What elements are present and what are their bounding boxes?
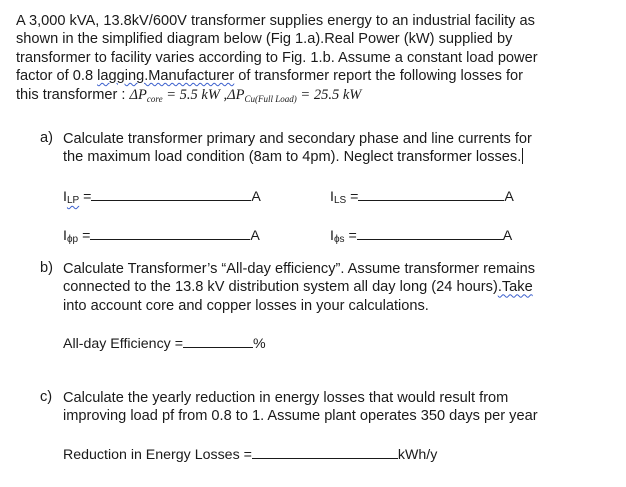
iphip-subscript: ϕp	[66, 234, 79, 245]
intro-line-1: A 3,000 kVA, 13.8kV/600V transformer supplies energy to an industrial facility as	[16, 13, 535, 29]
question-b-label: b)	[40, 260, 53, 276]
all-day-efficiency-label: All-day Efficiency =	[63, 336, 183, 352]
ils-equals: =	[346, 189, 359, 205]
ils-symbol: I	[330, 189, 334, 205]
energy-loss-reduction-field	[63, 444, 437, 463]
all-day-efficiency-unit: %	[253, 336, 266, 352]
question-a-label: a)	[40, 130, 53, 146]
question-a-line-2-text: the maximum load condition (8am to 4pm). Neglect transformer losses.	[63, 149, 522, 166]
phase-current-primary-field	[63, 225, 260, 245]
question-b-line-3: into account core and copper losses in your calculations.	[63, 297, 429, 314]
intro-line-4-pre: factor of 0.8	[16, 68, 98, 85]
all-day-efficiency-blank[interactable]	[183, 333, 253, 348]
iphis-subscript: ϕs	[333, 234, 345, 245]
loss-equation	[130, 87, 362, 103]
iphis-answer-blank[interactable]	[357, 225, 503, 240]
copper-loss-subscript: Cu(Full Load)	[244, 93, 297, 104]
ils-subscript: LS	[333, 195, 347, 206]
question-c-line-2: improving load pf from 0.8 to 1. Assume plant operates 350 days per year	[63, 408, 538, 425]
intro-line-3: transformer to facility varies according to Fig. 1.b. Assume a constant load power	[16, 49, 538, 66]
core-loss-subscript: core	[146, 93, 163, 104]
energy-loss-reduction-label: Reduction in Energy Losses =	[63, 447, 252, 463]
intro-line-4-post: of transformer report the following losses for	[234, 68, 523, 85]
spellcheck-underlined-text: lagging.Manufacturer	[97, 68, 235, 85]
ilp-unit: A	[251, 189, 261, 205]
question-b-line-2-text: connected to the 13.8 kV distribution system all day long (24 hours)	[63, 279, 498, 296]
ilp-equals: =	[79, 189, 92, 205]
iphis-symbol: I	[330, 228, 334, 244]
question-c-label: c)	[40, 389, 53, 405]
phase-current-secondary-field	[330, 225, 512, 245]
ilp-symbol: I	[63, 189, 67, 205]
ils-answer-blank[interactable]	[358, 186, 504, 201]
question-b-line-2	[63, 278, 535, 296]
question-b-line-1: Calculate Transformer’s “All-day efficiency”. Assume transformer remains	[63, 261, 536, 277]
energy-loss-reduction-blank[interactable]	[252, 444, 398, 459]
intro-line-5	[16, 86, 538, 108]
iphip-unit: A	[250, 228, 260, 244]
line-current-secondary-field	[330, 186, 514, 206]
problem-statement	[16, 12, 538, 108]
iphip-answer-blank[interactable]	[90, 225, 250, 240]
intro-line-4	[16, 67, 538, 85]
iphis-unit: A	[502, 228, 513, 244]
iphis-equals: =	[344, 228, 357, 244]
question-a-line-1: Calculate transformer primary and secondary phase and line currents for	[63, 131, 532, 147]
core-loss-value: = 5.5 kW ,ΔP	[162, 86, 245, 103]
spellcheck-underlined-take: .Take	[497, 279, 533, 296]
question-b-text	[63, 260, 535, 315]
question-c-line-1: Calculate the yearly reduction in energy losses that would result from	[63, 390, 509, 406]
text-cursor	[522, 148, 523, 164]
iphip-equals: =	[78, 228, 91, 244]
energy-loss-reduction-unit: kWh/y	[397, 447, 438, 463]
question-a-line-2	[63, 148, 532, 166]
ils-unit: A	[504, 189, 514, 205]
question-a-text	[63, 130, 532, 167]
all-day-efficiency-field	[63, 333, 266, 352]
intro-line-5-text: this transformer :	[16, 86, 130, 103]
question-c-text	[63, 389, 538, 426]
line-current-primary-field	[63, 186, 261, 206]
intro-line-2: shown in the simplified diagram below (Fig 1.a).Real Power (kW) supplied by	[16, 31, 513, 48]
ilp-subscript: LP	[66, 195, 80, 206]
core-loss-symbol: ΔP	[129, 86, 147, 103]
iphip-symbol: I	[63, 228, 67, 244]
copper-loss-value: = 25.5 kW	[296, 86, 362, 103]
ilp-answer-blank[interactable]	[91, 186, 251, 201]
